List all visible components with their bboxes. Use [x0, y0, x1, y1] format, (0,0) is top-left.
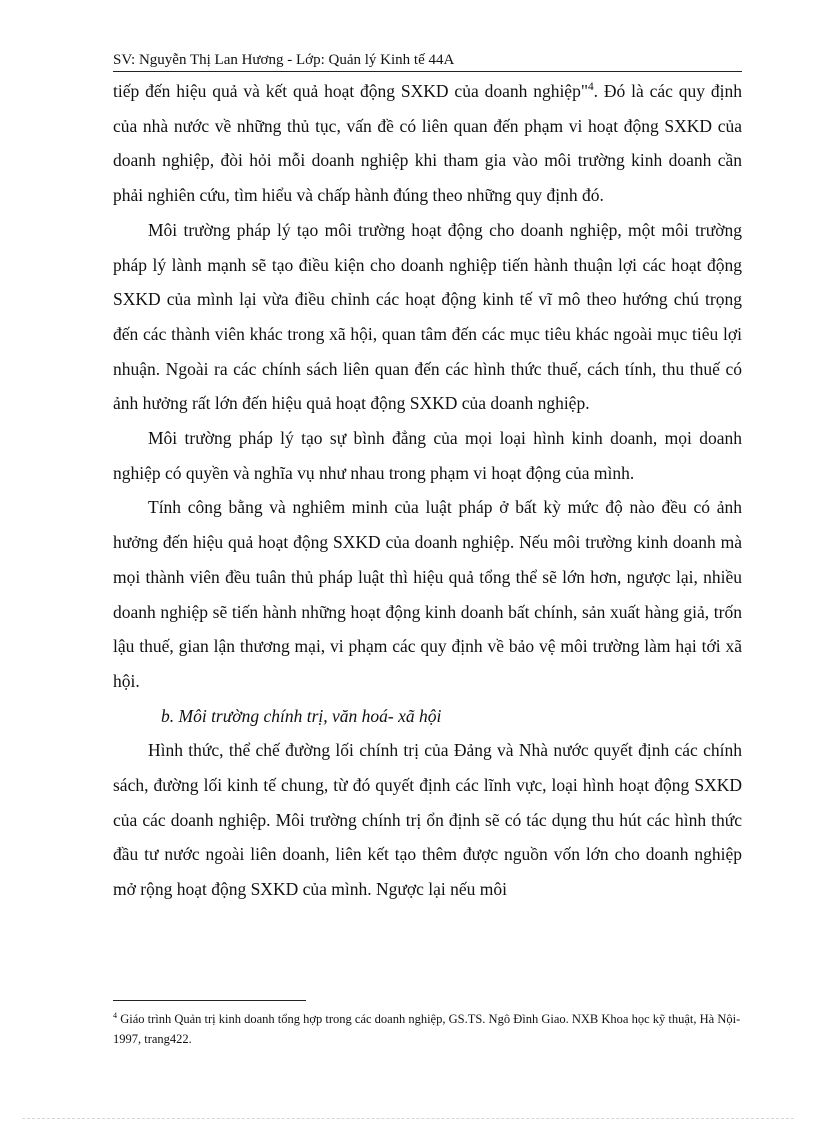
- paragraph-text: . Đó là các quy định của nhà nước về những thủ tục, vấn đề có liên quan đến phạm vi hoạt động SXKD của doanh nghiệp, đòi hỏi mỗi doanh nghiệp khi tham gia vào môi trường kinh doanh cần phải nghiên cứu, tìm hiểu và chấp hành đúng theo những quy định đó.: [113, 81, 743, 206]
- paragraph: Môi trường pháp lý tạo sự bình đẳng của mọi loại hình kinh doanh, mọi doanh nghiệp có quyền và nghĩa vụ như nhau trong phạm vi hoạt động của mình.: [113, 428, 742, 483]
- paragraph-text: tiếp đến hiệu quả và kết quả hoạt động SXKD của doanh nghiệp": [113, 81, 588, 101]
- page-header: [113, 50, 742, 72]
- paragraph: [113, 74, 742, 213]
- footnote-text: Giáo trình Quản trị kinh doanh tổng hợp trong các doanh nghiệp, GS.TS. Ngô Đình Giao. NXB Khoa học kỹ thuật, Hà Nội- 1997, trang422.: [113, 1012, 741, 1046]
- page-bottom-divider: [22, 1118, 794, 1119]
- footnote-divider: [113, 1000, 306, 1001]
- paragraph: Tính công bằng và nghiêm minh của luật pháp ở bất kỳ mức độ nào đều có ảnh hưởng đến hiệu quả hoạt động SXKD của doanh nghiệp. Nếu môi trường kinh doanh mà mọi thành viên đều tuân thủ pháp luật thì hiệu quả tổng thể sẽ lớn hơn, ngược lại, nhiều doanh nghiệp sẽ tiến hành những hoạt động kinh doanh bất chính, sản xuất hàng giả, trốn lậu thuế, gian lận thương mại, vi phạm các quy định về bảo vệ môi trường làm hại tới xã hội.: [113, 497, 742, 691]
- section-heading: b. Môi trường chính trị, văn hoá- xã hội: [161, 705, 442, 726]
- document-body: [113, 74, 742, 907]
- footnote: [113, 1009, 742, 1049]
- paragraph: Hình thức, thể chế đường lối chính trị của Đảng và Nhà nước quyết định các chính sách, đường lối kinh tế chung, từ đó quyết định các lĩnh vực, loại hình hoạt động SXKD của các doanh nghiệp. Môi trường chính trị ổn định sẽ có tác dụng thu hút các hình thức đầu tư nước ngoài liên doanh, liên kết tạo thêm được nguồn vốn lớn cho doanh nghiệp mở rộng hoạt động SXKD của mình. Ngược lại nếu môi: [113, 740, 742, 900]
- paragraph: Môi trường pháp lý tạo môi trường hoạt động cho doanh nghiệp, một môi trường pháp lý lành mạnh sẽ tạo điều kiện cho doanh nghiệp tiến hành thuận lợi các hoạt động SXKD của mình lại vừa điều chỉnh các hoạt động kinh tế vĩ mô theo hướng chú trọng đến các thành viên khác trong xã hội, quan tâm đến các mục tiêu khác ngoài mục tiêu lợi nhuận. Ngoài ra các chính sách liên quan đến các hình thức thuế, cách tính, thu thuế có ảnh hưởng rất lớn đến hiệu quả hoạt động SXKD của doanh nghiệp.: [113, 219, 742, 414]
- footnote-reference[interactable]: 4: [587, 81, 594, 94]
- footnote-number: 4: [113, 1010, 118, 1020]
- header-text: SV: Nguyễn Thị Lan Hương - Lớp: Quản lý Kinh tế 44A: [113, 52, 455, 68]
